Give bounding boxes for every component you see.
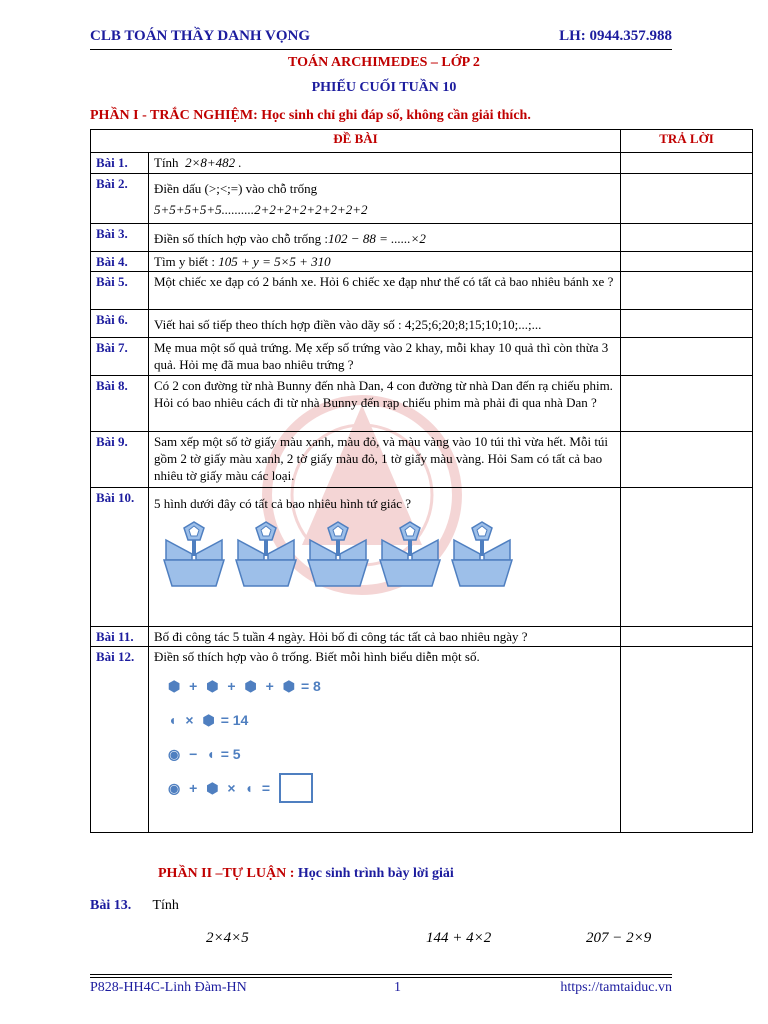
table-row [91, 627, 753, 647]
equation-result: = 8 [300, 677, 321, 694]
strawberry-icon: ⬢ [282, 677, 295, 694]
watermelon-icon: ◉ [168, 745, 181, 762]
math-expression: 105 + y = 5×5 + 310 [218, 254, 331, 269]
answer-cell[interactable] [621, 224, 753, 252]
part2-title: PHẦN II –TỰ LUẬN : [158, 866, 298, 881]
table-row [91, 647, 753, 833]
table-row [91, 224, 753, 252]
question-number: Bài 2. [91, 174, 149, 224]
page-number: 1 [394, 980, 401, 995]
flower-pot-icon [164, 522, 224, 586]
answer-cell[interactable] [621, 153, 753, 174]
question-text [149, 310, 621, 338]
question-number: Bài 11. [91, 627, 149, 647]
equation-result: = 5 [220, 745, 241, 762]
column-answer-header: TRẢ LỜI [621, 130, 753, 153]
question-text [149, 488, 621, 627]
table-row [91, 252, 753, 272]
answer-cell[interactable] [621, 338, 753, 376]
expression-1: 2×4×5 [206, 930, 249, 946]
answer-cell[interactable] [621, 488, 753, 627]
question-number: Bài 13. [90, 898, 132, 913]
question-number: Bài 7. [91, 338, 149, 376]
strawberry-icon: ⬢ [202, 711, 215, 728]
question-table [90, 129, 753, 833]
footer-divider [90, 977, 672, 978]
strawberry-icon: ⬢ [244, 677, 257, 694]
answer-cell[interactable] [621, 432, 753, 488]
question-number: Bài 12. [91, 647, 149, 833]
answer-cell[interactable] [621, 310, 753, 338]
footer-address: P828-HH4C-Linh Đàm-HN [90, 980, 247, 995]
answer-box[interactable] [279, 773, 313, 803]
footer-website[interactable]: https://tamtaiduc.vn [560, 980, 672, 995]
question-number: Bài 10. [91, 488, 149, 627]
strawberry-icon: ⬢ [168, 677, 181, 694]
part2-heading [158, 866, 454, 882]
flower-pots-figure [154, 520, 524, 590]
puzzle-row: ◉ + ⬢ × ◖ = [168, 771, 615, 805]
puzzle-row: ⬢ + ⬢ + ⬢ + ⬢ = 8 [168, 677, 321, 694]
question-label: Tìm y biết : [154, 254, 216, 269]
question-label: 5 hình dưới đây có tất cả bao nhiêu hình tứ giác ? [154, 496, 412, 511]
answer-cell[interactable] [621, 272, 753, 310]
question-text: Sam xếp một số tờ giấy màu xanh, màu đỏ, và màu vàng vào 10 túi thì vừa hết. Mỗi túi gồm 2 tờ giấy màu xanh, 2 tờ giấy màu đỏ, 1 tờ giấy màu vàng. Hỏi Sam có tất cả bao nhiêu tờ giấy màu các loại. [149, 432, 621, 488]
question-text [149, 252, 621, 272]
question-label: Điền dấu (>;<;=) vào chỗ trống [154, 181, 318, 196]
watermelon-icon: ◉ [168, 779, 181, 796]
mango-icon: ◖ [168, 711, 177, 728]
expression-2: 144 + 4×2 [426, 930, 492, 946]
club-name: CLB TOÁN THẦY DANH VỌNG [90, 28, 311, 44]
strawberry-icon: ⬢ [206, 779, 219, 796]
table-row [91, 432, 753, 488]
bai13 [90, 898, 179, 914]
question-text [149, 174, 621, 224]
question-label: Tính [154, 155, 179, 170]
question-number: Bài 3. [91, 224, 149, 252]
part2-instruction: Học sinh trình bày lời giải [297, 866, 454, 881]
question-text: Mẹ mua một số quả trứng. Mẹ xếp số trứng vào 2 khay, mỗi khay 10 quả thì còn thừa 3 quả. Hỏi mẹ đã mua bao nhiêu trứng ? [149, 338, 621, 376]
question-number: Bài 9. [91, 432, 149, 488]
header-divider [90, 49, 672, 50]
question-text [149, 224, 621, 252]
table-row [91, 310, 753, 338]
question-text [149, 647, 621, 833]
question-number: Bài 1. [91, 153, 149, 174]
contact-phone: LH: 0944.357.988 [559, 28, 672, 44]
mango-icon: ◖ [206, 745, 215, 762]
table-row [91, 376, 753, 432]
question-label: Điền số thích hợp vào chỗ trống : [154, 231, 329, 246]
puzzle-row: ◉ − ◖ = 5 [168, 745, 241, 762]
page-header [90, 28, 672, 48]
table-header-row [91, 130, 753, 153]
question-label: Viết hai số tiếp theo thích hợp điền vào dãy số : 4;25;6;20;8;15;10;10;...;... [154, 317, 542, 332]
question-number: Bài 5. [91, 272, 149, 310]
question-text: Có 2 con đường từ nhà Bunny đến nhà Dan, 4 con đường từ nhà Dan đến rạ chiếu phim. Hỏi có bao nhiêu cách đi từ nhà Bunny đến rạp chiếu phim mà phải đi qua nhà Dan ? [149, 376, 621, 432]
question-number: Bài 8. [91, 376, 149, 432]
part1-heading: PHẦN I - TRẮC NGHIỆM: Học sinh chỉ ghi đáp số, không cần giải thích. [90, 108, 531, 123]
question-number: Bài 4. [91, 252, 149, 272]
fruit-puzzle [168, 669, 615, 805]
answer-cell[interactable] [621, 252, 753, 272]
puzzle-row: ◖ × ⬢ = 14 [168, 711, 249, 728]
math-expression: 2×8+482 . [185, 155, 242, 170]
answer-cell[interactable] [621, 647, 753, 833]
answer-cell[interactable] [621, 174, 753, 224]
flower-pot-icon [308, 522, 368, 586]
question-text: Một chiếc xe đạp có 2 bánh xe. Hỏi 6 chiếc xe đạp như thế có tất cả bao nhiêu bánh xe ? [149, 272, 621, 310]
expression-3: 207 − 2×9 [586, 930, 652, 946]
flower-pot-icon [380, 522, 440, 586]
mango-icon: ◖ [244, 779, 253, 796]
column-question-header: ĐỀ BÀI [91, 130, 621, 153]
footer-divider [90, 974, 672, 975]
math-expression: 102 − 88 = ......×2 [328, 231, 426, 246]
flower-pot-icon [236, 522, 296, 586]
worksheet-title: TOÁN ARCHIMEDES – LỚP 2 [288, 55, 480, 70]
table-row [91, 338, 753, 376]
question-label: Điền số thích hợp vào ô trống. Biết mỗi hình biểu diễn một số. [154, 649, 480, 664]
math-expression: 5+5+5+5+5..........2+2+2+2+2+2+2+2 [154, 202, 368, 217]
question-text: Bố đi công tác 5 tuần 4 ngày. Hỏi bố đi công tác tất cả bao nhiêu ngày ? [149, 627, 621, 647]
table-row [91, 488, 753, 627]
question-label: Tính [152, 898, 179, 913]
equation-result: = 14 [220, 711, 249, 728]
question-number: Bài 6. [91, 310, 149, 338]
answer-cell[interactable] [621, 627, 753, 647]
answer-cell[interactable] [621, 376, 753, 432]
table-row [91, 272, 753, 310]
flower-pot-icon [452, 522, 512, 586]
strawberry-icon: ⬢ [206, 677, 219, 694]
question-text [149, 153, 621, 174]
table-row [91, 174, 753, 224]
table-row [91, 153, 753, 174]
worksheet-subtitle: PHIẾU CUỐI TUẦN 10 [311, 80, 457, 95]
